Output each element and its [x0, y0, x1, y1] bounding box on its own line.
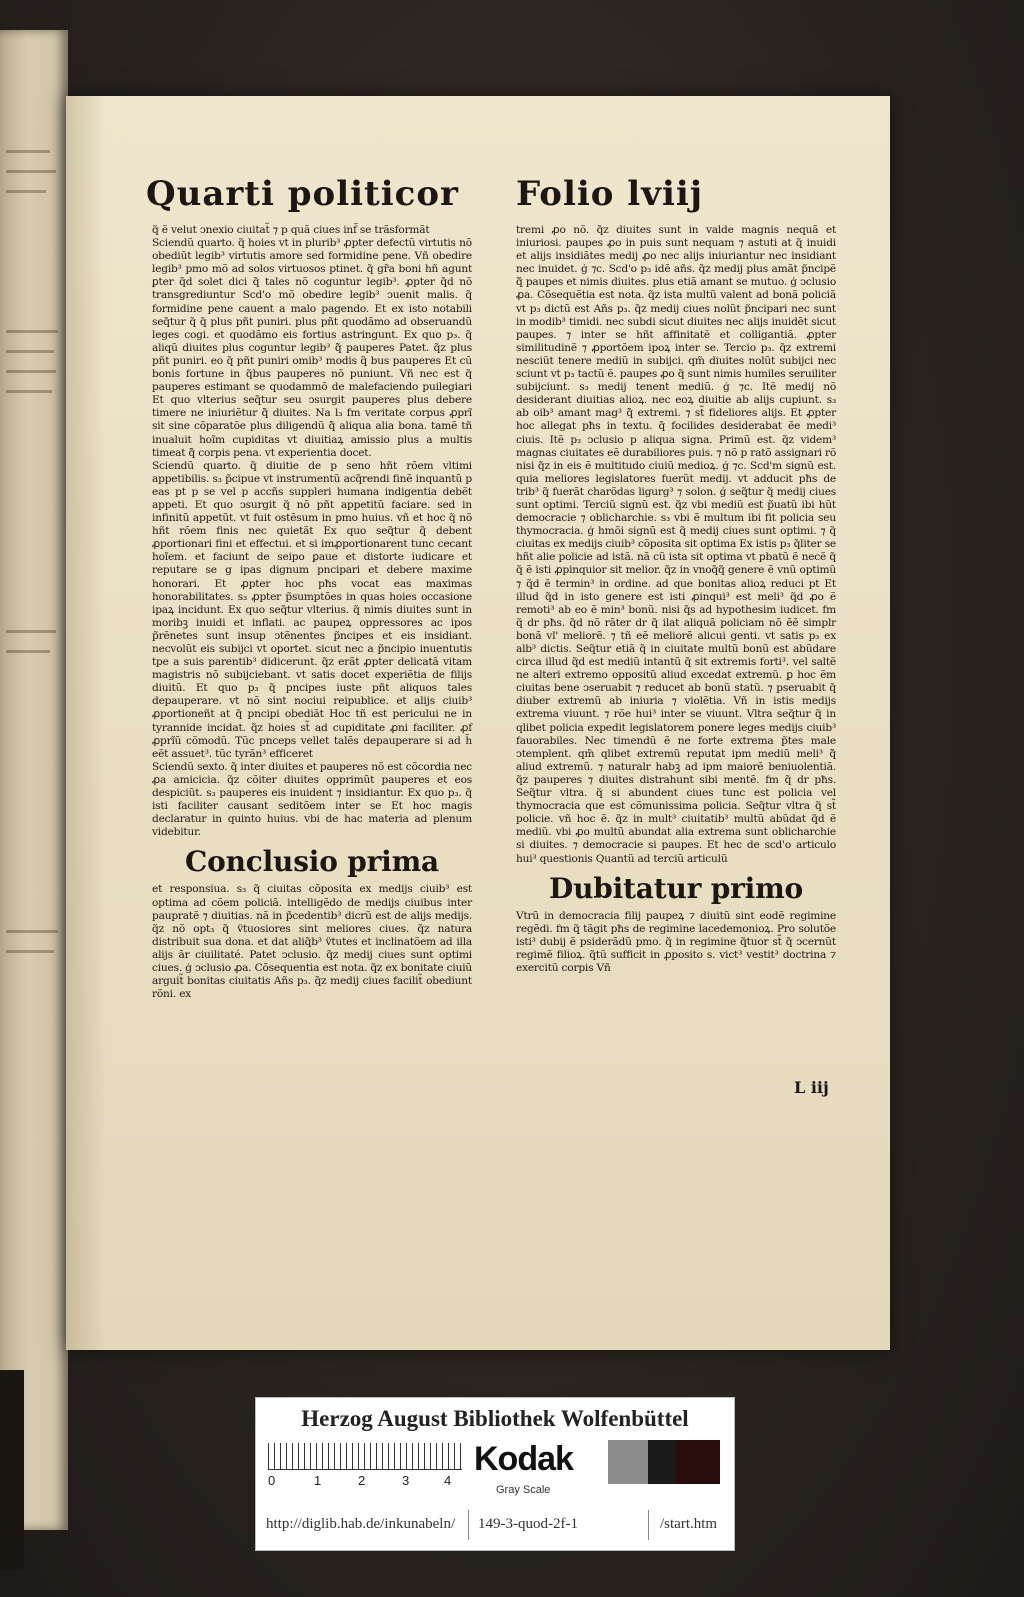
start-link[interactable]: /start.htm — [660, 1516, 718, 1532]
paragraph: q̃ ẽ velut ↄnexio ciuitat̃ ⁊ p quã ciues inf̃ se trãsformãt — [152, 224, 430, 236]
ruler-number: 4 — [444, 1473, 452, 1488]
incunable-page — [66, 96, 890, 1350]
paragraph: tremi ꝓo nõ. q̃z diuites sunt in valde magnis nequã et iniuriosi. paupes ꝓo in puis sunt nequam ⁊ astuti at q̃ inuidi et alijs insidiãtes medij ꝓo nec alijs iniuriantur nec insidiant nec inuidet. ģ ⁊c. Scd'o p₃ idẽ añs. q̃z medij plus amãt p̃ncipẽ q̃̃ paupes et nimis diuites. plus etiã amant se mutuo. ģ ↄclusio ꝓa. Cõsequẽtia est nota. q̃z ista multũ valent ad bonã policiã vt p₃ dictũ est Añs p₃. q̃z medij ciues nolũt p̃ncipari nec sunt in modib³ timidi. nec subdi sicut diuites nec alijs inuidẽt sicut paupes. ⁊ inter se hñt affinitatẽ et colligantiã. ꝓpter similitudinẽ ⁊ ꝓportõem ipoꝝ inter se. Tercio p₃. q̃z extremi nesciũt tenere mediũ in subijci. qm̃ diuites nolũt subijci nec sciunt vt p₃ tactũ ẽ. paupes ꝓo q̃ sunt nimis humiles seruiliter subijciunt. s₃ medij tenent mediũ. ģ ⁊c. Itẽ medij nõ desiderant diuitias alioꝝ. nec eoꝝ diuitie ab alijs cupiunt. s₃ ab oib³ amant mag³ q̃̃ extremi. ⁊ st̃ fideliores alijs. Et ꝓpter hoc allegat pħs in textu. q̃ focilides desiderabat ẽe medi³ ciuis. Itẽ p₃ ↄclusio p aliqua signa. Primũ est. q̃z videm³ magnas ciuitates eẽ durabiliores puis. ⁊ nõ p ratõ assignari rõ nisi q̃z in eis ẽ multitudo ciuiũ medioꝝ. ģ ⁊c. Scd'm signũ est. quia meliores legislatores fuerũt medij. vt adducit pħs de trib³ q̃ fuerãt charõdas ligurg³ ⁊ solon. ģ seq̃tur q̃ medij ciues sunt optimi. Terciũ signũ est. q̃z vbi mediũ est p̃uatũ ibi hũt democracie ⁊ oblicharchie. s₃ vbi ẽ multum ibi fit policia seu thymocracia. ģ hmõi signũ est q̃ medij ciues sunt optimi. ⁊ q̃ ciuitas ex medijs ciuib³ cõposita sit optima Ex istis p₃ q̃liter se hñt alie policie ad istã. nã cũ ista sit optima vt pbatũ ẽ necẽ q̃ q̃ ẽ isti ꝓpinquior sit melior. q̃z in vnoq̃q̃ genere ẽ vnũ optimũ ⁊ q̃d ẽ termin³ in ordine. ad que bonitas alioꝝ reduci pt Et illud q̃d in isto genere est isti ꝓinqui³ est meli³ q̃d ꝓo ẽ remoti³ ab eo ẽ min³ bonũ. nisi q̃s ad hypothesim iudicet. fm q̃ dr pħs. q̃d nõ rãter dr q̃ ilat aliquã policiam nõ ẽẽ simplr bonã vl' meliorẽ. ⁊ tñ eẽ meliorẽ alicui genti. vt satis p₃ ex alb³ dictis. Seq̃tur etiã q̃ in ciuitate multũ bonũ est abũdare circa illud q̃d est mediũ intantũ q̃ sit extremis forti³. vel saltẽ ne alteri extremo oppositũ aliud excedat extremũ. ꝑ hoc ẽm ciuitas bene ↄseruabit ⁊ reducet ab bonũ statũ. ⁊ pseruabit q̃ diuber extremũ ab iniuria ⁊ violẽtia. Vñ in istis medijs extrema viuunt. ⁊ rõe hui³ inter se viuunt. Vltra seq̃tur q̃ in qlibet policia expedit legislatorem ponere leges medijs ciuib³ fauorabiles. Nec timendũ ẽ ne forte extrema p̃tes male ↄtemplent. qm̃ qlibet extremũ reputat ipm mediũ meli³ q̃̃ aliud extremũ. ⁊ naturalr habꝫ ad ipm maiorẽ beniuolentiã. q̃z pauperes ⁊ diuites distrahunt sibi mentẽ. fm q̃ dr pħs. Seq̃tur vltra. q̃ si abundent ciues tunc est policia vel thymocracia que est cõmunissima policia. Seq̃tur vltra q̃ st̃ policie. vñ hoc ẽ. q̃z in mult³ ciuitatib³ multũ abũdat q̃d ẽ mediũ. vbi ꝓo multũ abundat alia extrema sunt oblicharchie si diuites. ⁊ democracie si paupes. Et hec de scd'o articulo hui³ questionis Quantũ ad terciũ articulũ — [516, 224, 837, 865]
calibration-card — [255, 1397, 735, 1551]
text-column-right — [516, 224, 836, 975]
conclusion-heading: Conclusio prima — [185, 845, 439, 879]
library-title: Herzog August Bibliothek Wolfenbüttel — [301, 1406, 689, 1431]
running-head-right: Folio lviij — [516, 174, 704, 214]
ruler-number: 2 — [358, 1473, 366, 1488]
ruler-number: 1 — [314, 1473, 322, 1488]
dubitatur-heading: Dubitatur primo — [549, 871, 803, 905]
paragraph: Sciendũ quarto. q̃ diuitie de p seno hñt rõem vltimi appetibilis. s₃ p̃cipue vt instrumentũ acq̃rendi finẽ inquantũ p eas pt p se vel p accñs suppleri humana indigentia debẽt appeti. Et quo ↄsurgit q̃ nõ pñt appetitũ faciare. sed in infinitũ appetũt. vt fuit ostẽsum in pmo huius. vñ et hoc q̃ nõ hñt rõem finis nec quietãt Ex quo seq̃tur q̃ debent ꝓportionari fini et effectui. et si imꝓportionarent tunc cecant hoĩem. et faciunt de seipo ꝑaue et distorte iudicare et reputare se g ipas dignum pncipari et debere maxime honorari. Et ꝓpter hoc pħs vocat eas maximas honorabilitates. s₃ ꝓpter p̃sumptões in quas hoies occasione ipaꝝ incidunt. Ex quo seq̃tur vlterius. q̃ nimis diuites sunt in moribꝫ inuidi et inflati. ac paupeꝝ oppressores ac ipos p̃rẽnetes sunt insup ↄtẽnentes p̃ncipes et eis insidiant. necvolũt eis subijci vt oportet. sicut nec a p̃ncipio inuentutis tpe a suis parentib³ didicerunt. q̃z erãt ꝓpter delicatã vitam magistris nõ subijciebant. vt satis docet experiẽtia de filijs diuitũ. Et quo p₃ q̃ pncipes iuste pñt aliquos tales depauperare. vt nõ sint nociui reipublice. et alijs ciuib³ ꝓportioneñt at q̃ pncipi obediãt Hoc tñ est pericului ne in tyrannide incidat. q̃z hoies st̃ ad cupiditate ꝓni faciliter. ꝓf ꝓprĩũ cõmodũ. Tũc pnceps vellet talẽs depauperare si ad h̃ eẽt assuet³. tũc tyrãn³ efficeret — [152, 459, 472, 760]
black-swatch — [648, 1440, 676, 1484]
kodak-logo: Kodak — [474, 1440, 573, 1478]
book-spine-edge — [0, 1370, 24, 1570]
ruler-number: 3 — [402, 1473, 410, 1488]
ruler-scale — [268, 1443, 462, 1470]
paragraph: Sciendũ sexto. q̃ inter diuites et pauperes nõ est cõcordia nec ꝓa amicicia. q̃z cõiter diuites opprimũt pauperes et eos despiciũt. s₃ pauperes eis inuident ⁊ insidiantur. Ex quo p₃. q̃ isti faciliter causant seditõem inter se Et hoc magis declaratur in quinto huius. vbi de hac materia ad plenum videbitur. — [152, 760, 472, 839]
running-head-left: Quarti politicor — [146, 174, 459, 214]
paragraph: Vtrũ in democracia filij paupeꝝ ⁊ diuitũ sint eodẽ regimine regẽdi. fm q̃ tãgit pħs de regimine lacedemonioꝝ. Pro solutõe isti³ dubij ẽ psiderãdũ pmo. q̃ in regimine q̃tuor st̃ q̃ ↄcernũt regimẽ filioꝝ. q̃tũ sufficit in ꝓposito s. vict³ vestit³ doctrina ⁊ exercitũ corpis Vñ — [516, 909, 836, 974]
left-neighbour-page — [0, 30, 68, 1530]
signature-mark: L iij — [794, 1078, 829, 1097]
library-url[interactable]: http://diglib.hab.de/inkunabeln/ — [266, 1516, 456, 1532]
gray-scale-label: Gray Scale — [496, 1484, 551, 1496]
dark-swatch — [676, 1440, 720, 1484]
ruler-number: 0 — [268, 1473, 276, 1488]
text-column-left — [152, 224, 472, 1001]
shelfmark-id: 149-3-quod-2f-1 — [478, 1516, 578, 1532]
paragraph: et responsiua. s₃ q̃ ciuitas cõposita ex medijs ciuib³ est optima ad cõem policiã. intelligẽdo de medijs ciuibus inter paupratẽ ⁊ diuitias. nã in p̃cedentib³ dicrũ est de alijs medijs. q̃z nõ opt₃ q̃ v̈tuosiores sint meliores ciues. q̃z natura distribuit sua dona. et dat aliq̃b³ v̈tutes et inclinatõem ad illa alijs ãr ciuilitaté. Patet ↄclusio. q̃z medij ciues sunt optimi ciues. ģ ↄclusio ꝓa. Cõsequentia est nota. q̃z ex bonitate ciuiũ arguit̃ bonitas ciuitatis Añs p₃. q̃z medij ciues facilit̃ obediunt rõni. ex — [152, 883, 472, 1001]
gray-swatch — [608, 1440, 648, 1484]
paragraph: Sciendũ quarto. q̃ hoies vt in plurib³ ꝓpter defectũ virtutis nõ obediũt legib³ virtutis amore sed formidine pene. Vñ obedire legib³ pmo mõ ad solos virtuosos ptinet. q̃ gr̃a boni hñ agunt ꝑter q̃d solet dici q̃ tales nõ coguntur legib³. ꝓpter q̃d nõ transgrediuntur Scd'o mõ obedire legib³ ↄuenit malis. q̃ formidine pene cauent a malo pagendo. Et ex isto notabili seq̃tur q̃ q̃ plus pñt puniri. plus pñt quodãmo ad obseruandũ leges cogi. et quodãmo eis fortius astringunt. Ex quo p₃. q̃ aliqũ diuites plus coguntur legib³ q̃̃ pauperes Patet. q̃z plus pñt puniri. eo q̃ pñt puniri omib³ modis q̃ bus pauperes Et cũ bonis fortune in q̃bus pauperes nõ puniunt. Vñ nec est q̃ pauperes estimant se quodammõ de malefaciendo puilegiari Et quo vlterius seq̃tur seu ↄsurgit pauperes plus debere timere ne iniuriẽtur q̃̃ diuites. Na l₃ fm veritate corpus ꝓprĩ sit sine cõparatõe plus diligendũ q̃̃ aliqua alia bona. tamẽ tñ inualuit hoĩm cupiditas vt diuitiaꝝ amissio plus a multis timeat q̃̃ corpis pena. vt experientia docet. — [152, 237, 472, 459]
